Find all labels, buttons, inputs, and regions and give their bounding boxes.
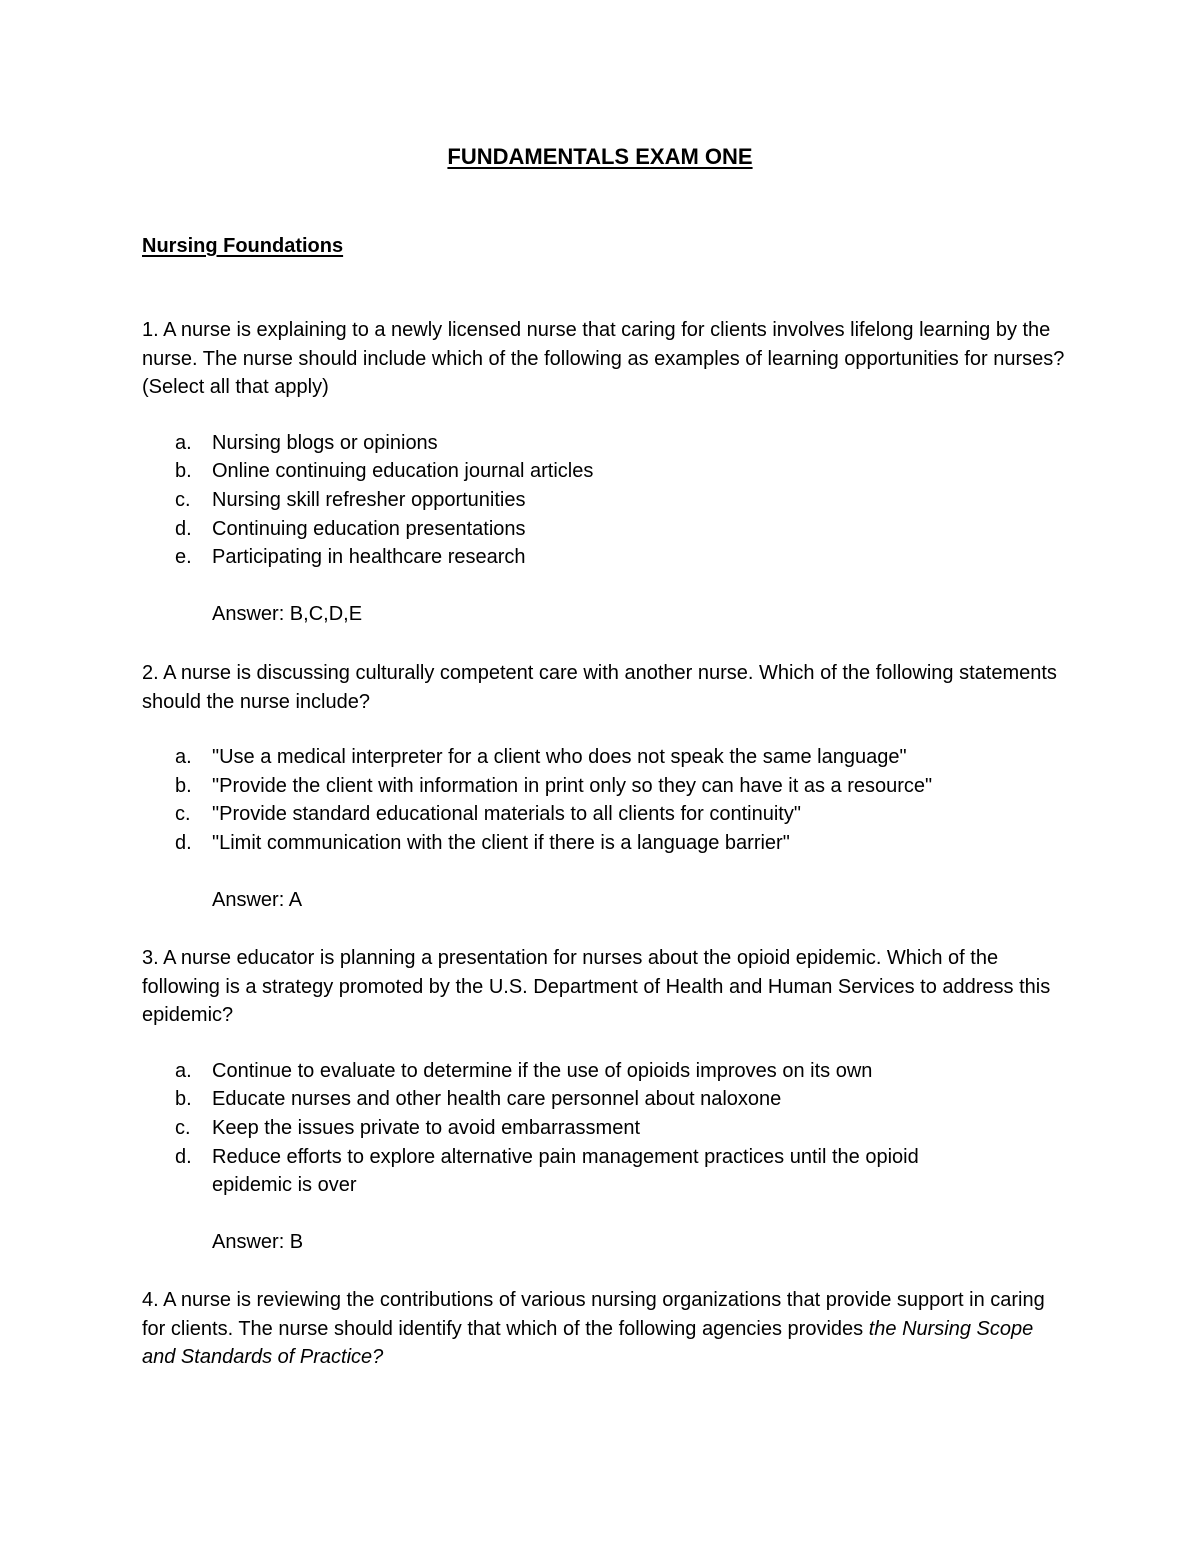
option-letter: a. bbox=[175, 746, 192, 769]
option-text: Nursing blogs or opinions bbox=[212, 431, 438, 454]
question-text-italic: the Nursing Scope and Standards of Practice? bbox=[142, 1317, 1034, 1369]
option-text: Reduce efforts to explore alternative pain management practices until the opioid epidemic is over bbox=[212, 1145, 919, 1197]
option-letter: a. bbox=[175, 431, 192, 454]
option-item bbox=[142, 457, 1072, 486]
option-item bbox=[142, 1057, 1072, 1086]
option-list bbox=[142, 429, 1072, 572]
option-item bbox=[142, 829, 1072, 858]
question-text: 1. A nurse is explaining to a newly licensed nurse that caring for clients involves lifelong learning by the nurse. The nurse should include which of the following as examples of learning opportunities for nurses? (Select all that apply) bbox=[142, 319, 1065, 399]
option-letter: e. bbox=[175, 546, 192, 569]
option-item bbox=[142, 1085, 1072, 1114]
option-letter: d. bbox=[175, 831, 192, 854]
option-letter: c. bbox=[175, 1116, 191, 1139]
question-text bbox=[142, 1286, 1072, 1372]
question-2 bbox=[142, 659, 1072, 914]
option-letter: c. bbox=[175, 488, 191, 511]
option-letter: d. bbox=[175, 517, 192, 540]
document-title: FUNDAMENTALS EXAM ONE bbox=[447, 144, 753, 169]
option-letter: c. bbox=[175, 803, 191, 826]
option-text: Educate nurses and other health care personnel about naloxone bbox=[212, 1088, 782, 1111]
option-item bbox=[142, 772, 1072, 801]
option-text: Continuing education presentations bbox=[212, 517, 526, 540]
option-item bbox=[142, 543, 1072, 572]
option-text: Continue to evaluate to determine if the use of opioids improves on its own bbox=[212, 1059, 873, 1082]
option-list bbox=[142, 1057, 1072, 1200]
option-letter: d. bbox=[175, 1145, 192, 1168]
question-1 bbox=[142, 316, 1072, 628]
option-letter: b. bbox=[175, 774, 192, 797]
option-letter: a. bbox=[175, 1059, 192, 1082]
question-text: 3. A nurse educator is planning a presentation for nurses about the opioid epidemic. Which of the following is a strategy promoted by the U.S. Department of Health and Human Services to address this epidemic? bbox=[142, 947, 1051, 1027]
option-text: "Provide the client with information in print only so they can have it as a resource" bbox=[212, 774, 933, 797]
option-list bbox=[142, 743, 1072, 857]
answer-text: Answer: A bbox=[212, 888, 303, 911]
option-item bbox=[142, 1114, 1072, 1143]
section-heading: Nursing Foundations bbox=[142, 235, 344, 257]
option-item bbox=[142, 1143, 992, 1200]
option-item bbox=[142, 743, 1072, 772]
answer-text: Answer: B bbox=[212, 1230, 304, 1253]
option-item bbox=[142, 429, 1072, 458]
option-text: Keep the issues private to avoid embarrassment bbox=[212, 1116, 640, 1139]
option-text: "Provide standard educational materials to all clients for continuity" bbox=[212, 803, 801, 826]
option-letter: b. bbox=[175, 460, 192, 483]
option-text: Online continuing education journal articles bbox=[212, 460, 594, 483]
question-4 bbox=[142, 1286, 1072, 1372]
option-letter: b. bbox=[175, 1088, 192, 1111]
option-item bbox=[142, 515, 1072, 544]
question-text: 2. A nurse is discussing culturally competent care with another nurse. Which of the following statements should the nurse include? bbox=[142, 662, 1057, 713]
option-text: Nursing skill refresher opportunities bbox=[212, 488, 526, 511]
option-text: "Limit communication with the client if there is a language barrier" bbox=[212, 831, 790, 854]
option-text: Participating in healthcare research bbox=[212, 546, 526, 569]
option-item bbox=[142, 486, 1072, 515]
option-text: "Use a medical interpreter for a client who does not speak the same language" bbox=[212, 746, 907, 769]
option-item bbox=[142, 800, 1072, 829]
answer-text: Answer: B,C,D,E bbox=[212, 602, 363, 625]
question-3 bbox=[142, 944, 1072, 1256]
question-text-plain: 4. A nurse is reviewing the contributions of various nursing organizations that provide support in caring for clients. The nurse should identify that which of the following agencies provides bbox=[142, 1289, 1045, 1340]
